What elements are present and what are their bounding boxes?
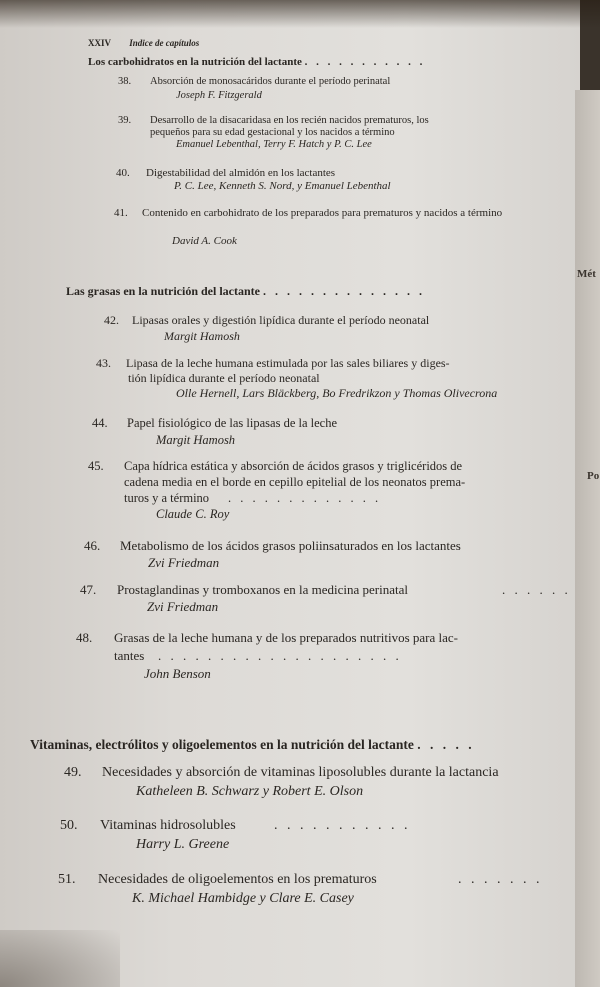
chapter-authors: David A. Cook xyxy=(172,235,237,247)
chapter-number: 40. xyxy=(116,167,130,179)
running-title: Indice de capítulos xyxy=(129,38,200,48)
section-title: Las grasas en la nutrición del lactante . . . . . . . . . . . . . . xyxy=(66,284,425,298)
chapter-title: tión lipídica durante el período neonatal xyxy=(128,371,320,385)
chapter-authors: Katheleen B. Schwarz y Robert E. Olson xyxy=(136,784,364,799)
chapter-number: 39. xyxy=(118,115,132,126)
page-number: XXIV xyxy=(88,38,112,48)
chapter-number: 44. xyxy=(92,416,108,430)
chapter-title: Necesidades de oligoelementos en los prematuros xyxy=(98,872,377,887)
book-page: XXIV Indice de capítulos Los carbohidratos en la nutrición del lactante . . . . . . . . . . . 38. Absorción de monosacáridos durante el período perinatal Joseph F. Fitzgerald 39. Desarrollo de la disacaridasa en los recién nacidos prematuros, los pequeños para su edad gestacional y los nacidos a término Emanuel Lebenthal, Terry F. Hatch y P. C. Lee 40. Digestabilidad del almidón en los lactantes P. C. Lee, Kenneth S. Nord, y Emanuel Lebenthal 41. Contenido en carbohidrato de los preparados para prematuros y nacidos a término David A. Cook Las grasas en la nutrición del lactante . . . . . . . . . . . . . . 42. Lipasas orales y digestión lipídica durante el período neonatal Margit Hamosh 43. Lipasa de la leche humana estimulada por las sales biliares y diges- tión lipídica durante el período neonatal Olle Hernell, Lars Bläckberg, Bo Fredrikzon y Thomas Olivecrona 44. Papel fisiológico de las lipasas de la leche Margit Hamosh 45. Capa hídrica estática y absorción de ácidos grasos y triglicéridos de cadena media en el borde en cepillo epitelial de los neonatos prema- turos y a término . . . . . . . . . . . . . Claude C. Roy 46. Metabolismo de los ácidos grasos poliinsaturados en los lactantes Zvi Friedman 47. Prostaglandinas y tromboxanos en la medicina perinatal . . . . . . Zvi Friedman 48. Grasas de la leche humana y de los preparados nutritivos para lac- tantes . . . . . . . . . . . . . . . . . . . . John Benson Vitaminas, electrólitos y oligoelementos en la nutrición del lactante . . . . . 49. Necesidades y absorción de vitaminas liposolubles durante la lactancia Katheleen B. Schwarz y Robert E. Olson 50. Vitaminas hidrosolubles . . . . . . . . . . . Harry L. Greene 51. Necesidades de oligoelementos en los prematuros . . . . . . . K. Michael Hambidge y Clare E. Casey xyxy=(0,0,580,987)
chapter-title: tantes xyxy=(114,648,145,663)
chapter-authors: Emanuel Lebenthal, Terry F. Hatch y P. C. Lee xyxy=(176,139,372,150)
chapter-title: Prostaglandinas y tromboxanos en la medicina perinatal xyxy=(117,582,408,597)
chapter-authors: Zvi Friedman xyxy=(148,555,220,570)
chapter-number: 47. xyxy=(80,582,97,597)
section-title: Los carbohidratos en la nutrición del lactante . . . . . . . . . . . xyxy=(88,56,426,68)
chapter-authors: Claude C. Roy xyxy=(156,507,230,521)
chapter-title: cadena media en el borde en cepillo epitelial de los neonatos prema- xyxy=(124,475,466,489)
running-header xyxy=(88,38,199,48)
chapter-title: Desarrollo de la disacaridasa en los recién nacidos prematuros, los xyxy=(150,115,429,126)
chapter-authors: Harry L. Greene xyxy=(136,837,230,852)
chapter-title: Grasas de la leche humana y de los preparados nutritivos para lac- xyxy=(114,630,459,645)
chapter-number: 51. xyxy=(58,872,76,887)
page-shadow xyxy=(0,930,120,987)
chapter-number: 43. xyxy=(96,356,111,370)
top-shadow xyxy=(0,0,600,28)
chapter-title: Lipasa de la leche humana estimulada por las sales biliares y diges- xyxy=(126,356,450,370)
chapter-authors: K. Michael Hambidge y Clare E. Casey xyxy=(132,891,354,906)
chapter-number: 42. xyxy=(104,313,119,327)
chapter-authors: John Benson xyxy=(144,666,211,681)
chapter-authors: Joseph F. Fitzgerald xyxy=(176,90,262,101)
facing-page-edge xyxy=(575,90,600,987)
chapter-number: 48. xyxy=(76,630,93,645)
chapter-title: Lipasas orales y digestión lipídica durante el período neonatal xyxy=(132,313,430,327)
chapter-number: 41. xyxy=(114,207,128,219)
edge-label: Mét xyxy=(577,268,596,280)
chapter-title: Contenido en carbohidrato de los preparados para prematuros y nacidos a término xyxy=(142,207,503,219)
chapter-title: Capa hídrica estática y absorción de ácidos grasos y triglicéridos de xyxy=(124,459,463,473)
chapter-number: 50. xyxy=(60,818,78,833)
chapter-authors: P. C. Lee, Kenneth S. Nord, y Emanuel Lebenthal xyxy=(174,180,391,192)
chapter-authors: Margit Hamosh xyxy=(164,329,240,343)
chapter-number: 45. xyxy=(88,459,104,473)
chapter-title: Vitaminas hidrosolubles xyxy=(100,818,236,833)
chapter-title: pequeños para su edad gestacional y los nacidos a término xyxy=(150,127,395,138)
chapter-number: 38. xyxy=(118,76,132,87)
edge-label: Po xyxy=(587,470,600,482)
chapter-authors: Zvi Friedman xyxy=(147,599,219,614)
chapter-title: turos y a término xyxy=(124,491,210,505)
chapter-number: 49. xyxy=(64,765,82,780)
chapter-title: Papel fisiológico de las lipasas de la leche xyxy=(127,416,338,430)
chapter-title: Necesidades y absorción de vitaminas liposolubles durante la lactancia xyxy=(102,765,499,780)
section-title: Vitaminas, electrólitos y oligoelementos en la nutrición del lactante . . . . . xyxy=(30,737,475,752)
chapter-title: Digestabilidad del almidón en los lactantes xyxy=(146,167,336,179)
chapter-title: Metabolismo de los ácidos grasos poliinsaturados en los lactantes xyxy=(120,538,461,553)
chapter-authors: Olle Hernell, Lars Bläckberg, Bo Fredrikzon y Thomas Olivecrona xyxy=(176,386,498,400)
chapter-title: Absorción de monosacáridos durante el período perinatal xyxy=(150,76,391,87)
chapter-authors: Margit Hamosh xyxy=(156,433,236,447)
chapter-number: 46. xyxy=(84,538,101,553)
